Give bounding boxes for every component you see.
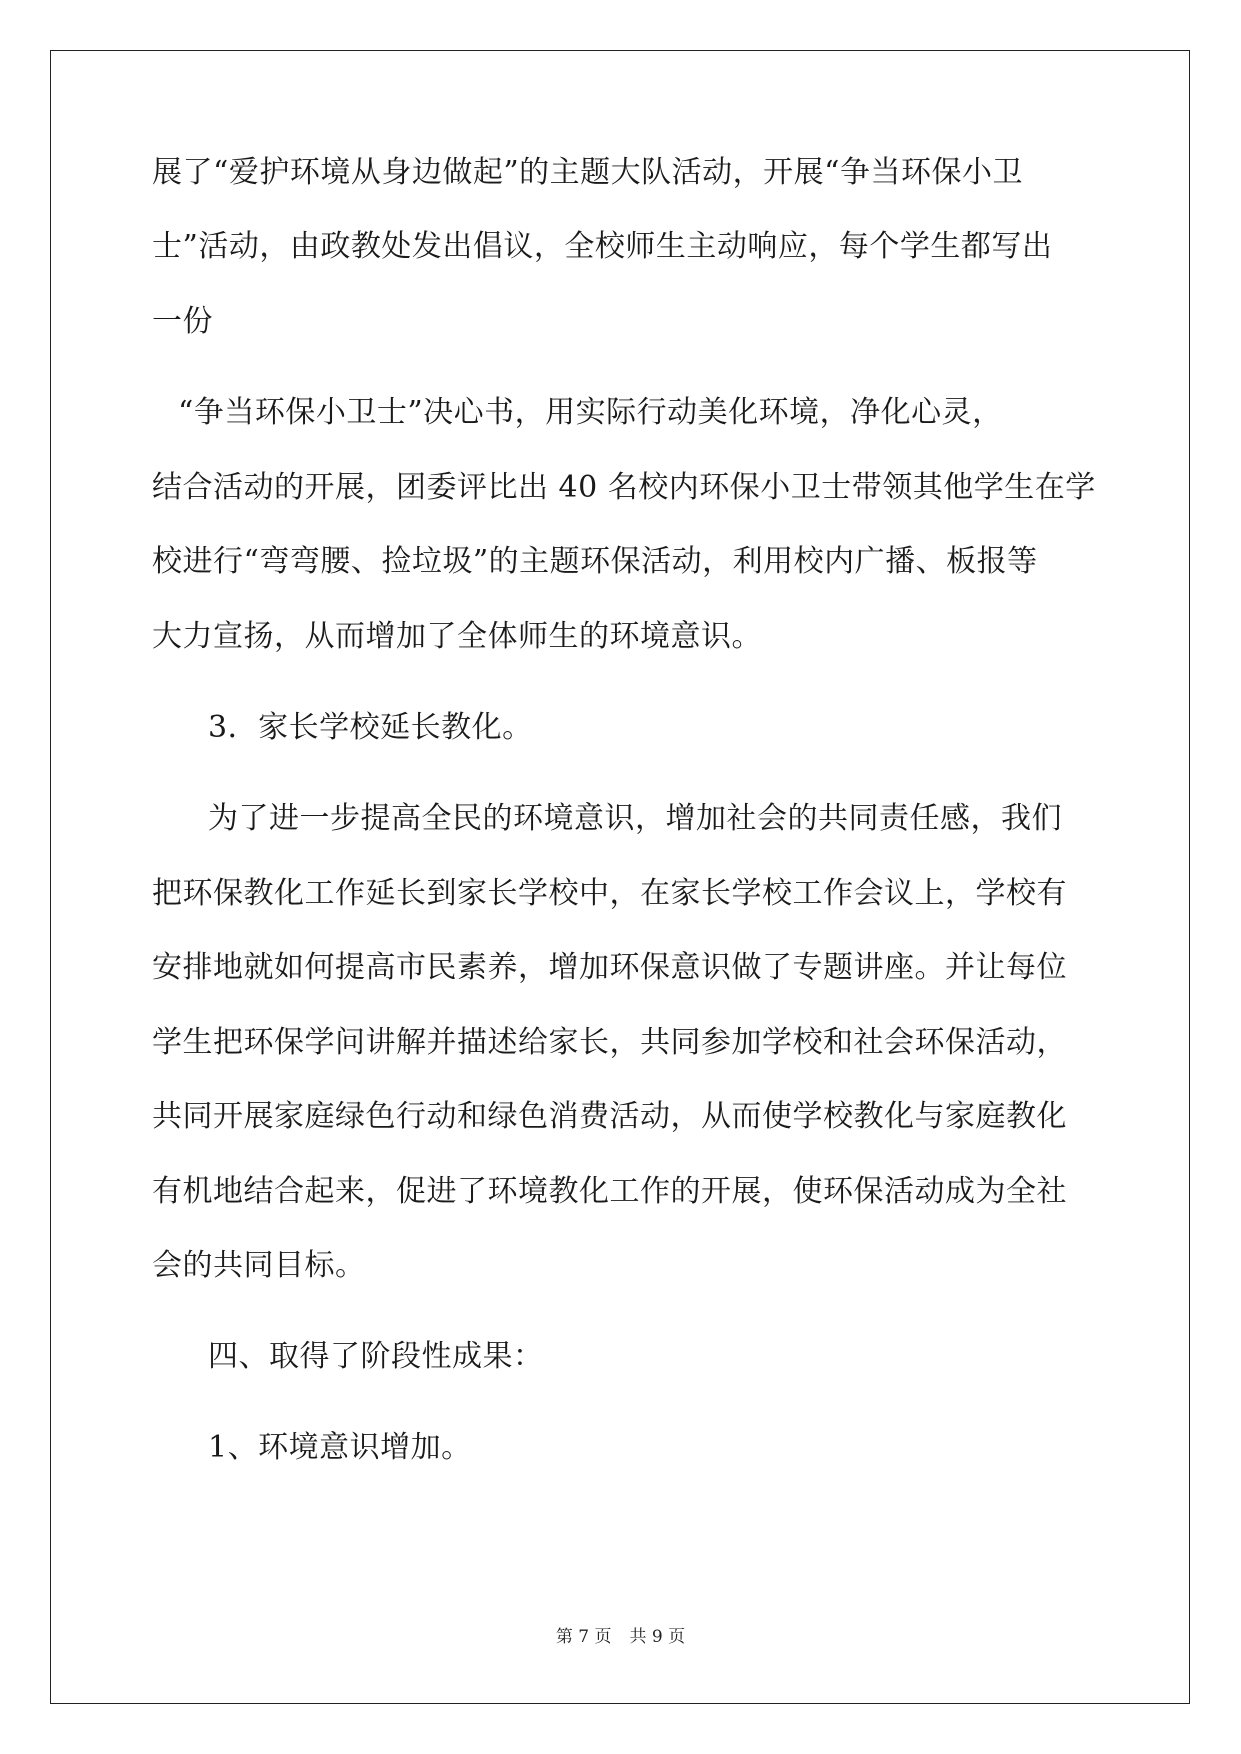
body-line: 把环保教化工作延长到家长学校中，在家长学校工作会议上，学校有 xyxy=(152,876,1067,911)
section-heading: 四、取得了阶段性成果： xyxy=(208,1339,544,1374)
body-line: 士”活动，由政教处发出倡议，全校师生主动响应，每个学生都写出 xyxy=(152,229,1053,264)
list-item: 1、环境意识增加。 xyxy=(208,1430,472,1465)
body-line: 共同开展家庭绿色行动和绿色消费活动，从而使学校教化与家庭教化 xyxy=(152,1099,1067,1134)
section-heading: 3．家长学校延长教化。 xyxy=(208,710,533,745)
body-line: 校进行“弯弯腰、捡垃圾”的主题环保活动，利用校内广播、板报等 xyxy=(152,544,1038,579)
body-line: 一份 xyxy=(152,304,213,339)
page-total: 共 9 页 xyxy=(629,1627,686,1647)
page-footer xyxy=(0,1626,1241,1648)
body-line: 有机地结合起来，促进了环境教化工作的开展，使环保活动成为全社 xyxy=(152,1174,1067,1209)
body-line: 安排地就如何提高市民素养，增加环保意识做了专题讲座。并让每位 xyxy=(152,950,1067,985)
body-line: 会的共同目标。 xyxy=(152,1248,366,1283)
page-number: 第 7 页 xyxy=(555,1627,612,1647)
body-line: 展了“爱护环境从身边做起”的主题大队活动，开展“争当环保小卫 xyxy=(152,155,1024,190)
body-line: “争当环保小卫士”决心书，用实际行动美化环境，净化心灵， xyxy=(178,395,1003,430)
body-line: 为了进一步提高全民的环境意识，增加社会的共同责任感，我们 xyxy=(208,801,1062,836)
body-line: 结合活动的开展，团委评比出 40 名校内环保小卫士带领其他学生在学 xyxy=(152,470,1096,505)
body-line: 大力宣扬，从而增加了全体师生的环境意识。 xyxy=(152,619,762,654)
body-line: 学生把环保学问讲解并描述给家长，共同参加学校和社会环保活动， xyxy=(152,1025,1067,1060)
